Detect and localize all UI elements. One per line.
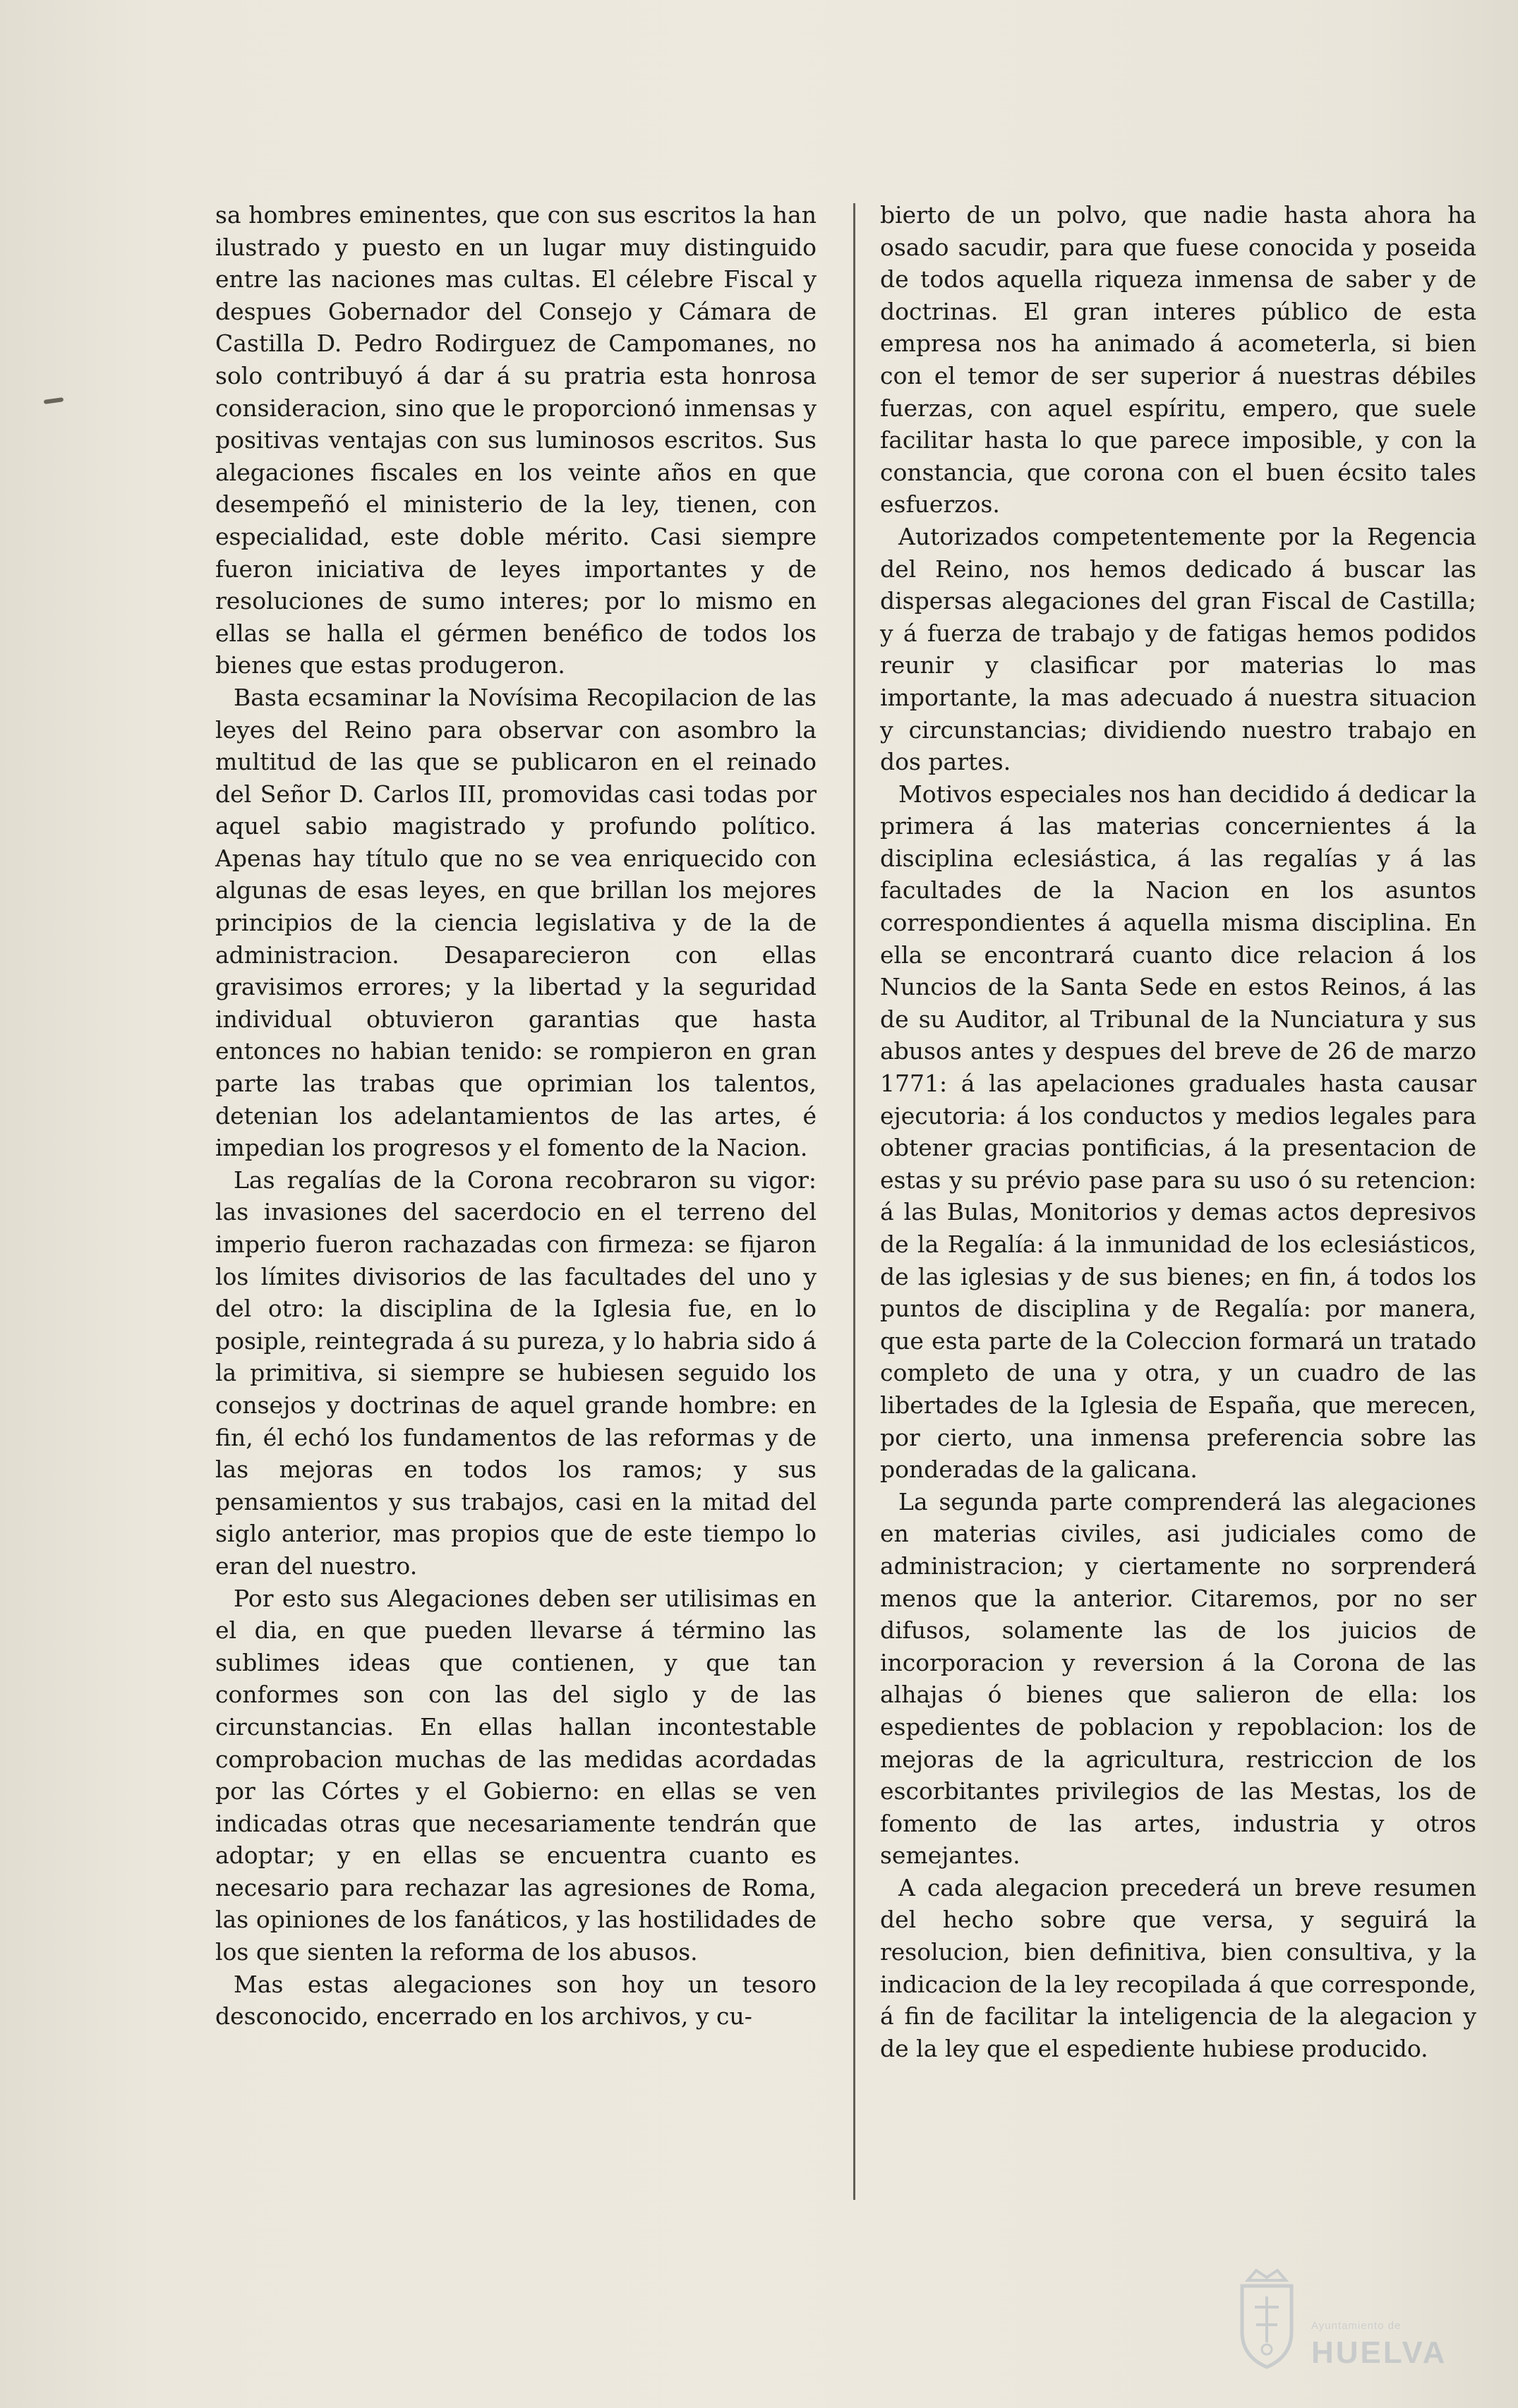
column-divider [853,203,855,2200]
watermark-line1: Ayuntamiento de [1311,2320,1402,2332]
watermark-seal [1228,2265,1468,2392]
left-paragraph-1: sa hombres eminentes, que con sus escritos la han ilustrado y puesto en un lugar muy distinguido entre las naciones mas cultas. El célebre Fiscal y despues Gobernador del Consejo y Cámara de Castilla D. Pedro Rodirguez de Campomanes, no solo contribuyó á dar á su pratria esta honrosa consideracion, sino que le proporcionó inmensas y positivas ventajas con sus luminosos escritos. Sus alegaciones fiscales en los veinte años en que desempeñó el ministerio de la ley, tienen, con especialidad, este doble mérito. Casi siempre fueron iniciativa de leyes importantes y de resoluciones de sumo interes; por lo mismo en ellas se halla el gérmen benéfico de todos los bienes que estas produgeron. [215,201,817,679]
left-paragraph-3: Las regalías de la Corona recobraron su vigor: las invasiones del sacerdocio en el terreno del imperio fueron rachazadas con firmeza: se fijaron los límites divisorios de las facultades del uno y del otro: la disciplina de la Iglesia fue, en lo posiple, reintegrada á su pureza, y lo habria sido á la primitiva, si siempre se hubiesen seguido los consejos y doctrinas de aquel grande hombre: en fin, él echó los fundamentos de las reformas y de las mejoras en todos los ramos; y sus pensamientos y sus trabajos, casi en la mitad del siglo anterior, mas propios que de este tiempo lo eran del nuestro. [215,1166,817,1580]
left-paragraph-5: Mas estas alegaciones son hoy un tesoro desconocido, encerrado en los archivos, y cu- [215,1970,817,2031]
left-paragraph-4: Por esto sus Alegaciones deben ser utilisimas en el dia, en que pueden llevarse á término las sublimes ideas que contienen, y que tan conformes son con las del siglo y de las circunstancias. En ellas hallan incontestable comprobacion muchas de las medidas acordadas por las Córtes y el Gobierno: en ellas se ven indicadas otras que necesariamente tendrán que adoptar; y en ellas se encuentra cuanto es necesario para rechazar las agresiones de Roma, las opiniones de los fanáticos, y las hostilidades de los que sienten la reforma de los abusos. [215,1584,817,1966]
right-paragraph-3: Motivos especiales nos han decidido á dedicar la primera á las materias concernientes á la disciplina eclesiástica, á las regalías y á las facultades de la Nacion en los asuntos correspondientes á aquella misma disciplina. En ella se encontrará cuanto dice relacion á los Nuncios de la Santa Sede en estos Reinos, á las de su Auditor, al Tribunal de la Nunciatura y sus abusos antes y despues del breve de 26 de marzo 1771: á las apelaciones graduales hasta causar ejecutoria: á los conductos y medios legales para obtener gracias pontificias, á la presentacion de estas y su prévio pase para su uso ó su retencion: á las Bulas, Monitorios y demas actos depresivos de la Regalía: á la inmunidad de los eclesiásticos, de las iglesias y de sus bienes; en fin, á todos los puntos de disciplina y de Regalía: por manera, que esta parte de la Coleccion formará un tratado completo de una y otra, y un cuadro de las libertades de la Iglesia de España, que merecen, por cierto, una inmensa preferencia sobre las ponderadas de la galicana. [880,780,1476,1484]
right-column [880,199,1476,2064]
watermark-line2: HUELVA [1311,2335,1447,2370]
right-paragraph-5: A cada alegacion precederá un breve resumen del hecho sobre que versa, y seguirá la resolucion, bien definitiva, bien consultiva, y la indicacion de la ley recopilada á que corresponde, á fin de facilitar la inteligencia de la alegacion y de la ley que el espediente hubiese producido. [880,1873,1476,2062]
right-paragraph-4: La segunda parte comprenderá las alegaciones en materias civiles, asi judiciales como de administracion; y ciertamente no sorprenderá menos que la anterior. Citaremos, por no ser difusos, solamente las de los juicios de incorporacion y reversion á la Corona de las alhajas ó bienes que salieron de ella: los espedientes de poblacion y repoblacion: los de mejoras de la agricultura, restriccion de los escorbitantes privilegios de las Mestas, los de fomento de las artes, industria y otros semejantes. [880,1487,1476,1870]
right-paragraph-2: Autorizados competentemente por la Regencia del Reino, nos hemos dedicado á buscar las dispersas alegaciones del gran Fiscal de Castilla; y á fuerza de trabajo y de fatigas hemos podidos reunir y clasificar por materias lo mas importante, la mas adecuado á nuestra situacion y circunstancias; dividiendo nuestro trabajo en dos partes. [880,522,1476,776]
left-paragraph-2: Basta ecsaminar la Novísima Recopilacion de las leyes del Reino para observar con asombro la multitud de las que se publicaron en el reinado del Señor D. Carlos III, promovidas casi todas por aquel sabio magistrado y profundo político. Apenas hay título que no se vea enriquecido con algunas de esas leyes, en que brillan los mejores principios de la ciencia legislativa y de la de administracion. Desaparecieron con ellas gravisimos errores; y la libertad y la seguridad individual obtuvieron garantias que hasta entonces no habian tenido: se rompieron en gran parte las trabas que oprimian los talentos, detenian los adelantamientos de las artes, é impedian los progresos y el fomento de la Nacion. [215,683,817,1162]
coat-of-arms-icon [1228,2265,1306,2371]
right-paragraph-1: bierto de un polvo, que nadie hasta ahora ha osado sacudir, para que fuese conocida y poseida de todos aquella riqueza inmensa de saber y de doctrinas. El gran interes público de esta empresa nos ha animado á acometerla, si bien con el temor de ser superior á nuestras débiles fuerzas, con aquel espíritu, empero, que suele facilitar hasta lo que parece imposible, y con la constancia, que corona con el buen écsito tales esfuerzos. [880,201,1476,519]
left-column [215,199,817,2033]
margin-mark [44,397,64,404]
